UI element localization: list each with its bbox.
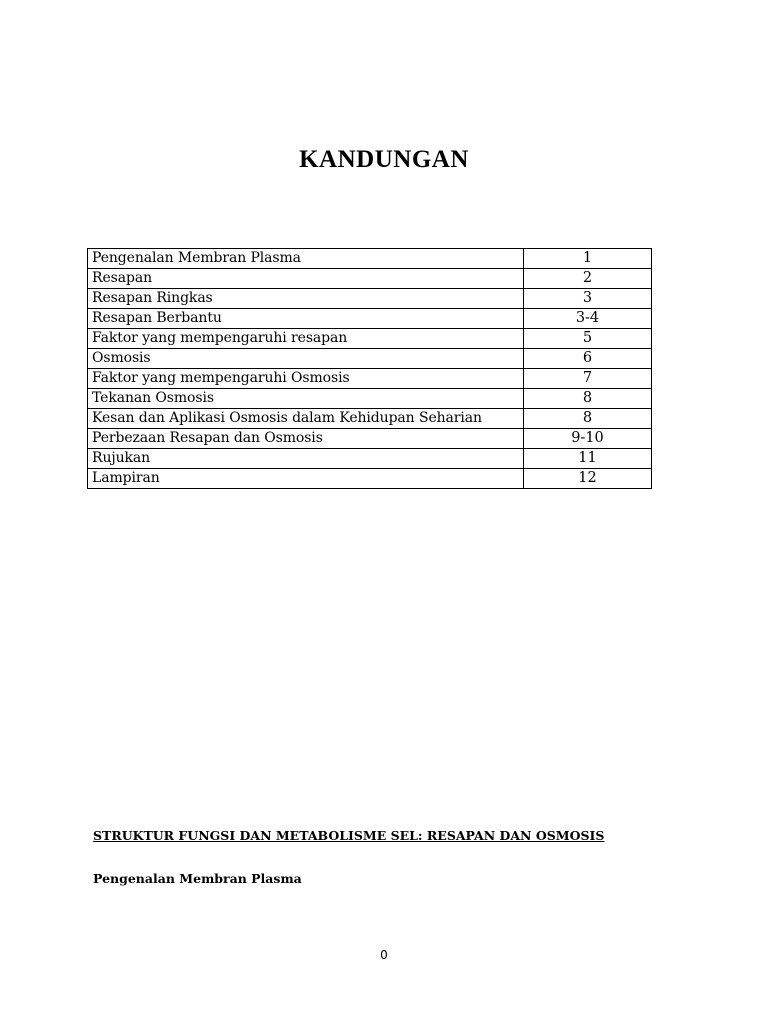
toc-page: 8: [524, 409, 652, 429]
toc-topic: Resapan Ringkas: [88, 289, 524, 309]
toc-page: 9-10: [524, 429, 652, 449]
toc-topic: Faktor yang mempengaruhi Osmosis: [88, 369, 524, 389]
section-heading: STRUKTUR FUNGSI DAN METABOLISME SEL: RESAPAN DAN OSMOSIS: [93, 828, 605, 843]
toc-topic: Osmosis: [88, 349, 524, 369]
toc-page: 8: [524, 389, 652, 409]
toc-page: 3: [524, 289, 652, 309]
table-row: [88, 449, 652, 469]
table-of-contents: [87, 248, 652, 489]
table-row: [88, 309, 652, 329]
toc-page: 1: [524, 249, 652, 269]
document-title: KANDUNGAN: [299, 146, 469, 173]
table-row: [88, 389, 652, 409]
toc-topic: Lampiran: [88, 469, 524, 489]
toc-topic: Kesan dan Aplikasi Osmosis dalam Kehidupan Seharian: [88, 409, 524, 429]
toc-page: 3-4: [524, 309, 652, 329]
table-row: [88, 329, 652, 349]
page-number: 0: [380, 948, 388, 962]
table-row: [88, 349, 652, 369]
table-row: [88, 249, 652, 269]
toc-page: 12: [524, 469, 652, 489]
table-row: [88, 429, 652, 449]
toc-topic: Rujukan: [88, 449, 524, 469]
toc-page: 6: [524, 349, 652, 369]
toc-page: 2: [524, 269, 652, 289]
toc-topic: Pengenalan Membran Plasma: [88, 249, 524, 269]
table-row: [88, 409, 652, 429]
sub-heading: Pengenalan Membran Plasma: [93, 871, 302, 886]
table-row: [88, 469, 652, 489]
toc-page: 5: [524, 329, 652, 349]
table-row: [88, 289, 652, 309]
toc-page: 7: [524, 369, 652, 389]
toc-topic: Perbezaan Resapan dan Osmosis: [88, 429, 524, 449]
toc-topic: Resapan: [88, 269, 524, 289]
toc-topic: Resapan Berbantu: [88, 309, 524, 329]
toc-page: 11: [524, 449, 652, 469]
table-row: [88, 369, 652, 389]
table-row: [88, 269, 652, 289]
toc-topic: Tekanan Osmosis: [88, 389, 524, 409]
toc-topic: Faktor yang mempengaruhi resapan: [88, 329, 524, 349]
